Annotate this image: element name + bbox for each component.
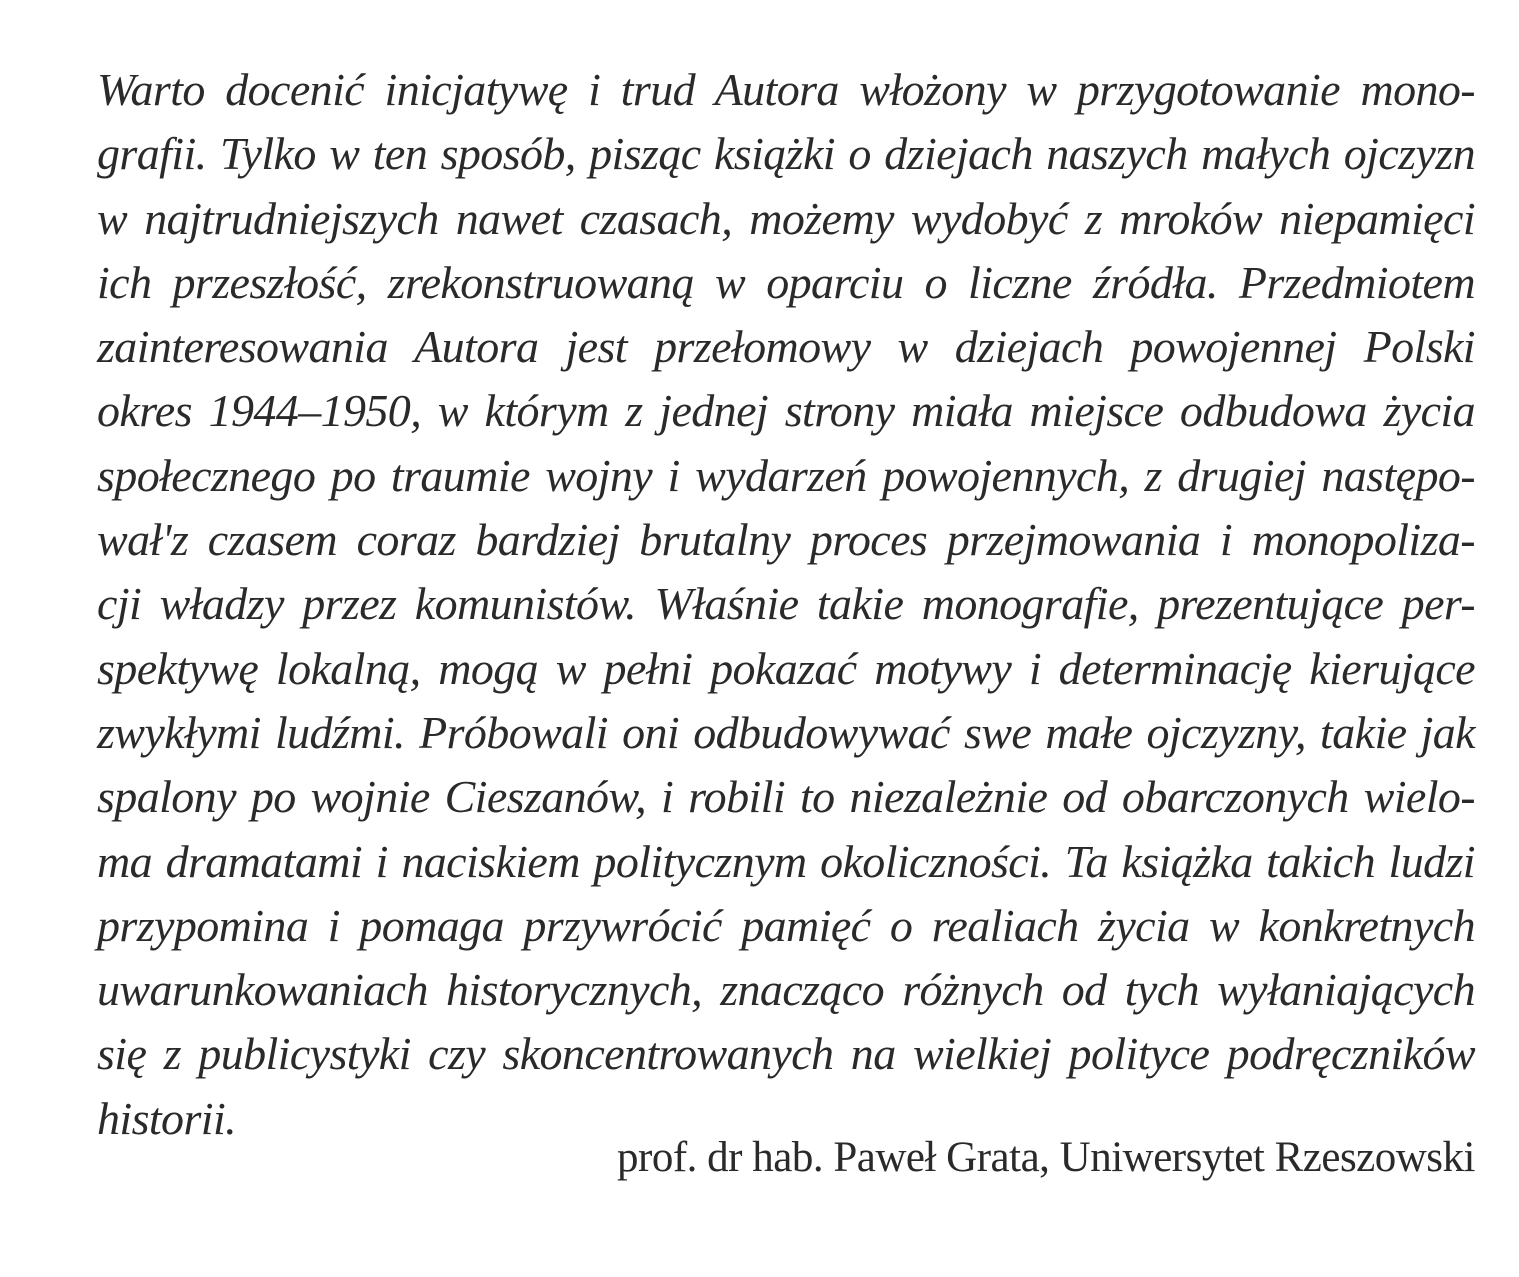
paragraph-line: cji władzy przez komunistów. Właśnie takie monografie, prezentujące per-	[97, 578, 1475, 630]
paragraph-line: zwykłymi ludźmi. Próbowali oni odbudowywać swe małe ojczyzny, takie jak	[97, 706, 1475, 758]
paragraph-line: uwarunkowaniach historycznych, znacząco różnych od tych wyłaniających	[97, 964, 1475, 1016]
paragraph-line: się z publicystyki czy skoncentrowanych na wielkiej polityce podręczników	[97, 1028, 1475, 1080]
paragraph-line: okres 1944–1950, w którym z jednej strony miała miejsce odbudowa życia	[97, 385, 1475, 437]
paragraph-line: Warto docenić inicjatywę i trud Autora włożony w przygotowanie mono-	[97, 64, 1475, 115]
review-signature: prof. dr hab. Paweł Grata, Uniwersytet Rzeszowski	[617, 1134, 1475, 1181]
paragraph-line: zainteresowania Autora jest przełomowy w dziejach powojennej Polski	[97, 321, 1475, 373]
paragraph-line: w najtrudniejszych nawet czasach, możemy wydobyć z mroków niepamięci	[97, 192, 1475, 244]
paragraph-line: grafii. Tylko w ten sposób, pisząc książki o dziejach naszych małych ojczyzn	[97, 128, 1475, 180]
paragraph-last-line: historii.	[97, 1092, 237, 1144]
paragraph-line: przypomina i pomaga przywrócić pamięć o realiach życia w konkretnych	[97, 899, 1475, 951]
paragraph-line: spektywę lokalną, mogą w pełni pokazać motywy i determinację kierujące	[97, 642, 1475, 694]
review-paragraph	[97, 58, 1475, 1151]
paragraph-line: spalony po wojnie Cieszanów, i robili to niezależnie od obarczonych wielo-	[97, 771, 1475, 823]
paragraph-line: wał'z czasem coraz bardziej brutalny proces przejmowania i monopoliza-	[97, 514, 1475, 566]
paragraph-line: ich przeszłość, zrekonstruowaną w oparciu o liczne źródła. Przedmiotem	[97, 256, 1475, 308]
paragraph-line: społecznego po traumie wojny i wydarzeń powojennych, z drugiej następo-	[97, 449, 1475, 501]
paragraph-line: ma dramatami i naciskiem politycznym okoliczności. Ta książka takich ludzi	[97, 835, 1475, 887]
